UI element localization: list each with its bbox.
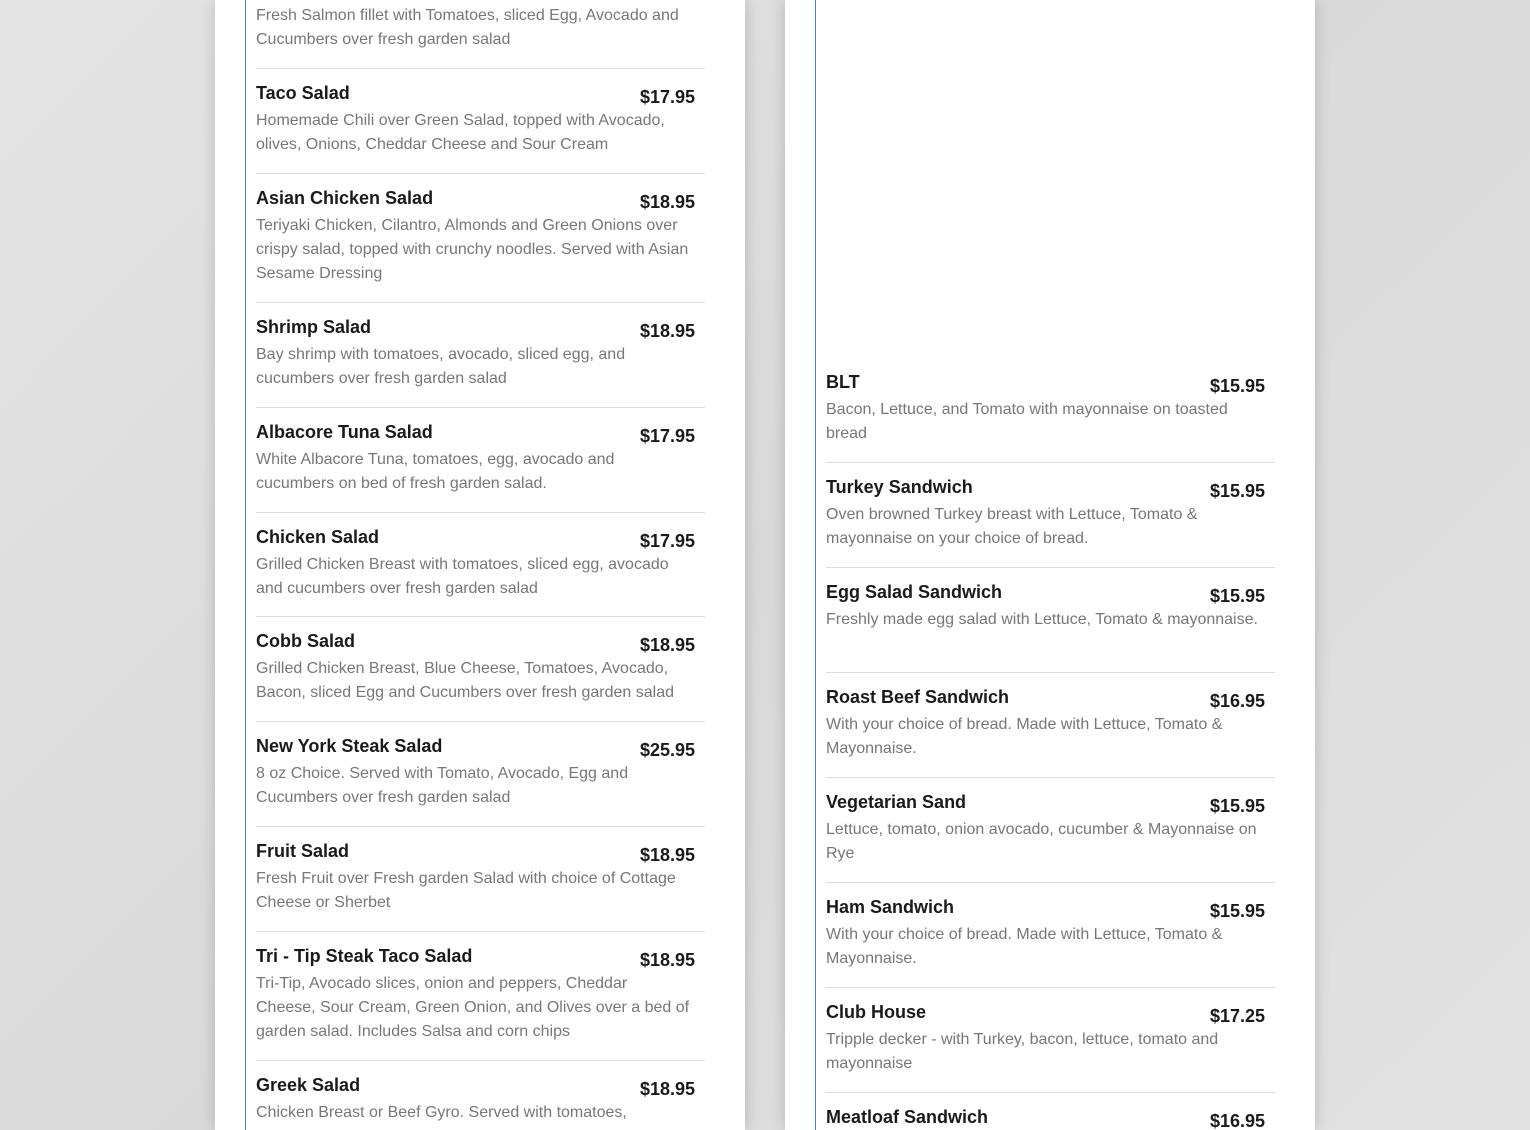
item-name: New York Steak Salad (256, 736, 443, 756)
item-description: Fresh Salmon fillet with Tomatoes, sliced Egg, Avocado and Cucumbers over fresh garden salad (256, 7, 679, 48)
item-name: Fruit Salad (256, 841, 350, 861)
sandwiches-menu-panel (785, 0, 1315, 1130)
item-description: Homemade Chili over Green Salad, topped with Avocado, olives, Onions, Cheddar Cheese and Sour Cream (256, 112, 665, 153)
list-item[interactable] (256, 513, 705, 617)
item-price: $18.95 (639, 1079, 695, 1099)
item-name: Tri - Tip Steak Taco Salad (256, 946, 473, 966)
item-price: $17.95 (639, 87, 695, 107)
sandwiches-list (826, 358, 1275, 1130)
item-description: Chicken Breast or Beef Gyro. Served with tomatoes, (256, 1104, 627, 1121)
item-name: Ham Sandwich (826, 897, 955, 917)
item-description: Lettuce, tomato, onion avocado, cucumber & Mayonnaise on Rye (826, 821, 1257, 862)
item-description: Grilled Chicken Breast with tomatoes, sliced egg, avocado and cucumbers over fresh garden salad (256, 556, 669, 597)
item-price: $16.95 (1209, 691, 1265, 711)
item-name: Roast Beef Sandwich (826, 687, 1010, 707)
list-item[interactable] (256, 69, 705, 174)
list-item[interactable] (826, 568, 1275, 673)
item-price: $17.25 (1209, 1006, 1265, 1026)
item-price: $18.95 (639, 635, 695, 655)
item-price: $15.95 (1209, 586, 1265, 606)
item-price: $18.95 (639, 845, 695, 865)
list-item[interactable] (826, 358, 1275, 463)
item-price: $15.95 (1209, 901, 1265, 921)
item-description: Freshly made egg salad with Lettuce, Tomato & mayonnaise. (826, 611, 1258, 628)
item-name: BLT (826, 372, 860, 392)
item-price: $18.95 (639, 192, 695, 212)
item-description: Tri-Tip, Avocado slices, onion and peppers, Cheddar Cheese, Sour Cream, Green Onion, and Olives over a bed of garden salad. Includes Salsa and corn chips (256, 975, 690, 1040)
item-name: Shrimp Salad (256, 317, 372, 337)
item-price: $18.95 (639, 321, 695, 341)
list-item[interactable] (256, 932, 705, 1061)
item-description: With your choice of bread. Made with Lettuce, Tomato & Mayonnaise. (826, 716, 1223, 757)
item-description: 8 oz Choice. Served with Tomato, Avocado, Egg and Cucumbers over fresh garden salad (256, 765, 629, 806)
item-name: Taco Salad (256, 83, 350, 103)
list-item[interactable] (256, 827, 705, 932)
panel-frame-line (245, 0, 246, 1130)
item-description: Oven browned Turkey breast with Lettuce, Tomato & mayonnaise on your choice of bread. (826, 506, 1198, 547)
list-item[interactable] (826, 673, 1275, 778)
item-price: $15.95 (1209, 376, 1265, 396)
item-name: Albacore Tuna Salad (256, 422, 433, 442)
item-description: Teriyaki Chicken, Cilantro, Almonds and Green Onions over crispy salad, topped with crunchy noodles. Served with Asian Sesame Dressing (256, 217, 689, 282)
item-description: Tripple decker - with Turkey, bacon, lettuce, tomato and mayonnaise (826, 1031, 1219, 1072)
item-price: $18.95 (639, 950, 695, 970)
item-name: Egg Salad Sandwich (826, 582, 1003, 602)
item-name: Cobb Salad (256, 631, 356, 651)
salads-menu-panel (215, 0, 745, 1130)
list-item[interactable] (256, 722, 705, 827)
list-item[interactable] (826, 463, 1275, 568)
list-item[interactable] (256, 174, 705, 303)
panel-frame-line (815, 0, 816, 1130)
list-item[interactable] (826, 883, 1275, 988)
list-item[interactable] (256, 408, 705, 513)
item-price: $25.95 (639, 740, 695, 760)
list-item[interactable] (256, 303, 705, 408)
list-item[interactable] (256, 617, 705, 722)
list-item[interactable] (826, 778, 1275, 883)
item-description: Bay shrimp with tomatoes, avocado, sliced egg, and cucumbers over fresh garden salad (256, 346, 626, 387)
item-name: Chicken Salad (256, 527, 380, 547)
item-name: Meatloaf Sandwich (826, 1107, 989, 1127)
item-price: $15.95 (1209, 481, 1265, 501)
item-name: Greek Salad (256, 1075, 361, 1095)
list-item[interactable] (256, 1061, 705, 1130)
item-description: Fresh Fruit over Fresh garden Salad with choice of Cottage Cheese or Sherbet (256, 870, 676, 911)
item-price: $17.95 (639, 531, 695, 551)
item-name: Turkey Sandwich (826, 477, 973, 497)
salads-list (256, 69, 705, 1130)
item-name: Asian Chicken Salad (256, 188, 434, 208)
item-price: $16.95 (1209, 1111, 1265, 1130)
list-item (256, 0, 705, 69)
salads-list-partial (256, 0, 705, 69)
list-item[interactable] (826, 988, 1275, 1093)
item-price: $15.95 (1209, 796, 1265, 816)
item-description: With your choice of bread. Made with Lettuce, Tomato & Mayonnaise. (826, 926, 1223, 967)
list-item[interactable] (826, 1093, 1275, 1130)
item-description: White Albacore Tuna, tomatoes, egg, avocado and cucumbers on bed of fresh garden salad. (256, 451, 615, 492)
item-price: $17.95 (639, 426, 695, 446)
item-name: Club House (826, 1002, 927, 1022)
item-name: Vegetarian Sand (826, 792, 967, 812)
item-description: Bacon, Lettuce, and Tomato with mayonnaise on toasted bread (826, 401, 1228, 442)
item-description: Grilled Chicken Breast, Blue Cheese, Tomatoes, Avocado, Bacon, sliced Egg and Cucumbers over fresh garden salad (256, 660, 675, 701)
